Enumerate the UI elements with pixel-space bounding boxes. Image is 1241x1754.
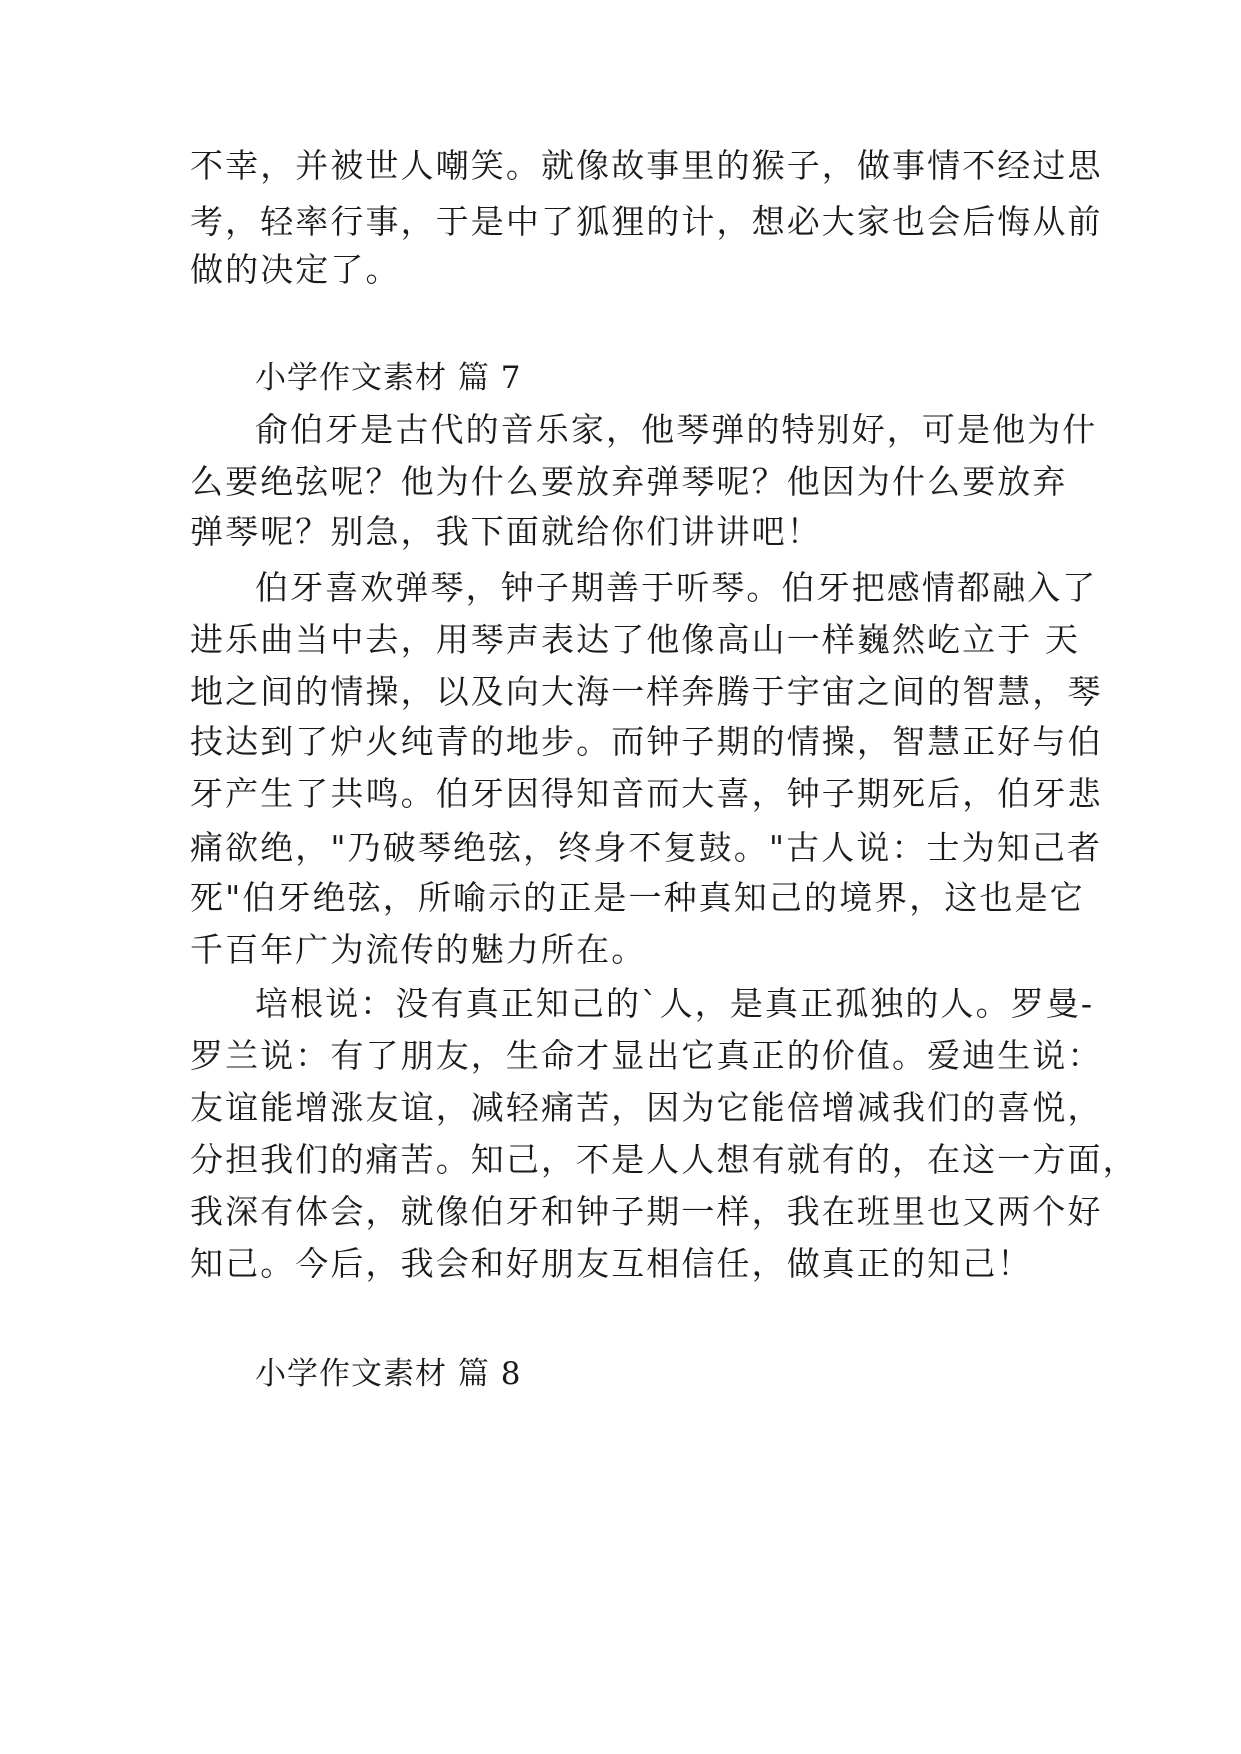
text-line: 千百年广为流传的魅力所在。: [190, 930, 647, 969]
text-line: 友谊能增涨友谊，减轻痛苦，因为它能倍增减我们的喜悦，: [190, 1088, 1103, 1127]
text-line: 伯牙喜欢弹琴，钟子期善于听琴。伯牙把感情都融入了: [255, 568, 1098, 607]
text-line: 考，轻率行事，于是中了狐狸的计，想必大家也会后悔从前: [190, 202, 1103, 241]
text-line: 做的决定了。: [190, 250, 401, 289]
text-line: 弹琴呢？别急，我下面就给你们讲讲吧！: [190, 512, 822, 551]
text-line: 进乐曲当中去，用琴声表达了他像高山一样巍然屹立于 天: [190, 620, 1081, 659]
text-line: 罗兰说：有了朋友，生命才显出它真正的价值。爱迪生说：: [190, 1036, 1103, 1075]
text-line: 不幸，并被世人嘲笑。就像故事里的猴子，做事情不经过思: [190, 146, 1103, 185]
text-line: 痛欲绝，"乃破琴绝弦，终身不复鼓。"古人说：士为知己者: [190, 828, 1103, 867]
section-heading: 小学作文素材 篇 8: [255, 1356, 522, 1392]
text-line: 俞伯牙是古代的音乐家，他琴弹的特别好，可是他为什: [255, 410, 1098, 449]
text-line: 培根说：没有真正知己的`人，是真正孤独的人。罗曼-: [255, 984, 1095, 1023]
text-line: 地之间的情操，以及向大海一样奔腾于宇宙之间的智慧，琴: [190, 672, 1103, 711]
text-line: 我深有体会，就像伯牙和钟子期一样，我在班里也又两个好: [190, 1192, 1103, 1231]
text-line: 么要绝弦呢？他为什么要放弃弹琴呢？他因为什么要放弃: [190, 462, 1068, 501]
text-line: 技达到了炉火纯青的地步。而钟子期的情操，智慧正好与伯: [190, 722, 1103, 761]
text-line: 分担我们的痛苦。知己，不是人人想有就有的，在这一方面，: [190, 1140, 1138, 1179]
section-heading: 小学作文素材 篇 7: [255, 360, 522, 396]
text-line: 牙产生了共鸣。伯牙因得知音而大喜，钟子期死后，伯牙悲: [190, 774, 1103, 813]
text-line: 知己。今后，我会和好朋友互相信任，做真正的知己！: [190, 1244, 1033, 1283]
text-line: 死"伯牙绝弦，所喻示的正是一种真知己的境界，这也是它: [190, 878, 1085, 917]
